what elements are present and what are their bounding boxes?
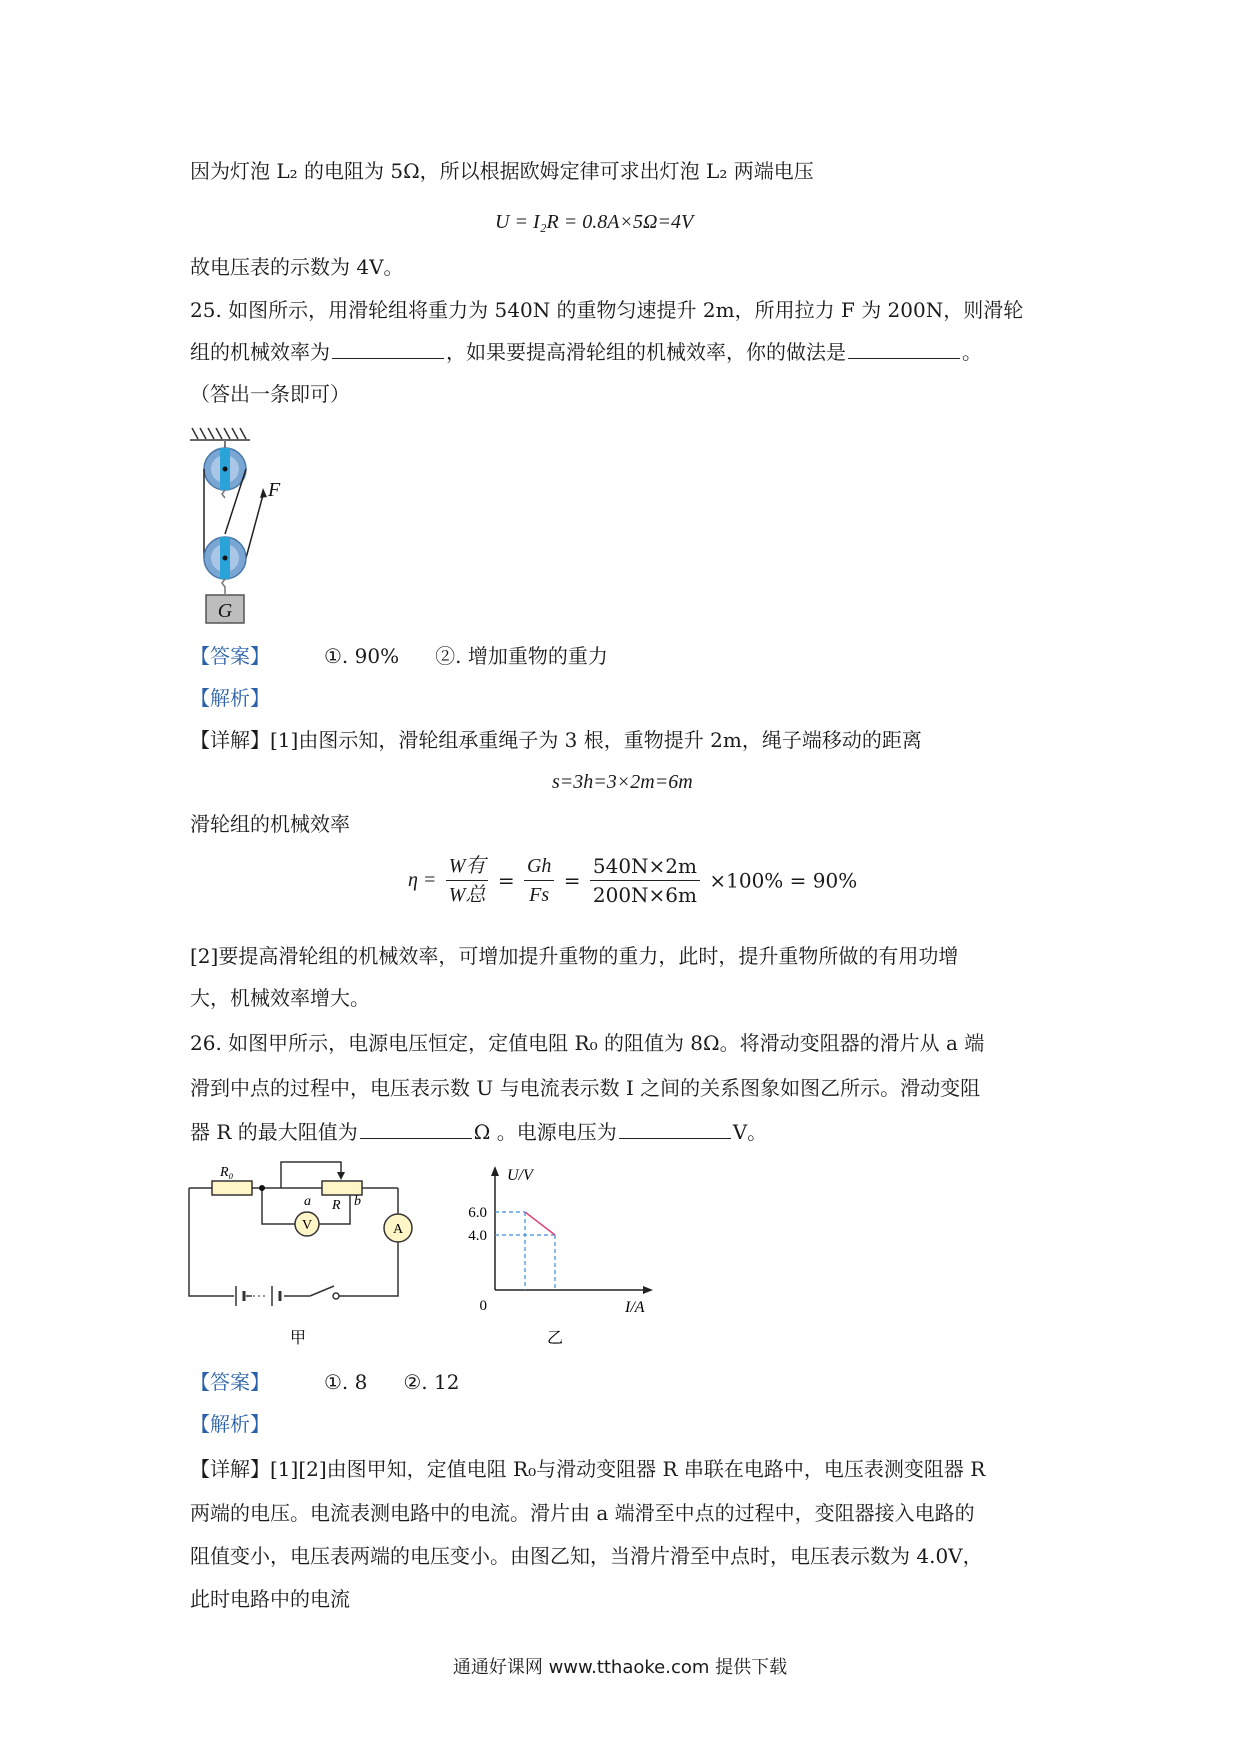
text-line-l2-resistance: 因为灯泡 L₂ 的电阻为 5Ω，所以根据欧姆定律可求出灯泡 L₂ 两端电压 xyxy=(190,159,814,183)
a-label: a xyxy=(304,1194,311,1209)
question-25-text-2: ，如果要提高滑轮组的机械效率，你的做法是 xyxy=(446,340,846,364)
question-26-text-2: Ω 。电源电压为 xyxy=(473,1120,617,1144)
detail-25-line-2: 滑轮组的机械效率 xyxy=(190,812,350,836)
question-26-line-2: 滑到中点的过程中，电压表示数 U 与电流表示数 I 之间的关系图象如图乙所示。滑动变阻 xyxy=(190,1076,981,1100)
efficiency-result: ×100% = 90% xyxy=(709,868,858,893)
battery xyxy=(236,1286,280,1306)
force-arrow-icon xyxy=(260,488,267,498)
x-axis-label: I/A xyxy=(625,1299,645,1316)
question-25-text-3: 。 xyxy=(962,340,982,364)
x-axis-arrow-icon xyxy=(643,1286,653,1294)
question-26-line-1: 26. 如图甲所示，电源电压恒定，定值电阻 R₀ 的阻值为 8Ω。将滑动变阻器的滑片从 a 端 xyxy=(190,1031,985,1055)
detail-25-line-3: [2]要提高滑轮组的机械效率，可增加提升重物的重力，此时，提升重物所做的有用功增 xyxy=(190,944,959,968)
answer-blank-source-voltage xyxy=(619,1118,731,1139)
fraction-work xyxy=(446,852,489,909)
answer-25-part-2: ②. 增加重物的重力 xyxy=(435,644,608,668)
fs-term: Fs xyxy=(529,884,550,906)
equation-voltage: U = I₂R = 0.8A×5Ω=4V xyxy=(495,211,694,233)
detail-25-line-1 xyxy=(190,726,922,754)
switch xyxy=(310,1286,339,1299)
equation-distance: s=3h=3×2m=6m xyxy=(552,771,693,793)
answer-26-part-1: ①. 8 xyxy=(324,1370,368,1394)
gh-term: Gh xyxy=(524,852,554,881)
question-26-line-3 xyxy=(190,1118,767,1146)
text-line-voltmeter-reading: 故电压表的示数为 4V。 xyxy=(190,255,404,279)
detail-25-text-1: [1]由图示知，滑轮组承重绳子为 3 根，重物提升 2m，绳子端移动的距离 xyxy=(270,728,922,752)
detail-26-line-4: 此时电路中的电流 xyxy=(190,1587,350,1611)
force-label: F xyxy=(268,479,281,501)
question-25-text-1: 组的机械效率为 xyxy=(190,340,330,364)
detail-26-line-3: 阻值变小，电压表两端的电压变小。由图乙知，当滑片滑至中点时，电压表示数为 4.0V， xyxy=(190,1544,983,1568)
analysis-tag-26: 【解析】 xyxy=(190,1412,270,1436)
equals-sign-2: = xyxy=(563,868,581,893)
answer-26 xyxy=(190,1368,459,1396)
fraction-gh-fs xyxy=(524,852,554,909)
detail-26-line-2: 两端的电压。电流表测电路中的电流。滑片由 a 端滑至中点的过程中，变阻器接入电路的 xyxy=(190,1501,975,1525)
answer-26-part-2: ②. 12 xyxy=(403,1370,460,1394)
pulley-diagram xyxy=(188,422,281,632)
tick-6: 6.0 xyxy=(468,1205,487,1221)
question-26-text-3: V。 xyxy=(732,1120,768,1144)
ceiling-hatch xyxy=(190,428,250,440)
page-footer: 通通好课网 www.tthaoke.com 提供下载 xyxy=(452,1657,788,1678)
ammeter-label: A xyxy=(392,1222,404,1237)
work-useful: W有 xyxy=(446,852,489,881)
answer-25-part-1: ①. 90% xyxy=(324,644,400,668)
graph-caption: 乙 xyxy=(546,1330,564,1347)
question-25-line-3: （答出一条即可） xyxy=(190,382,350,406)
answer-25 xyxy=(190,642,608,670)
eta-symbol: η = xyxy=(408,869,437,891)
question-26-text-1: 器 R 的最大阻值为 xyxy=(190,1120,358,1144)
fraction-values xyxy=(590,852,700,909)
circuit-diagram xyxy=(186,1158,436,1348)
b-label: b xyxy=(354,1194,361,1209)
tick-4: 4.0 xyxy=(468,1228,487,1244)
r0-label: R₀ xyxy=(220,1165,234,1180)
u-i-curve xyxy=(525,1212,555,1235)
movable-pulley xyxy=(204,537,246,579)
detail-tag: 【详解】 xyxy=(190,728,270,752)
resistor-r0 xyxy=(212,1181,252,1195)
detail-26-line-1 xyxy=(190,1455,985,1483)
origin-label: 0 xyxy=(479,1298,487,1314)
question-25-line-2 xyxy=(190,338,982,366)
y-axis-arrow-icon xyxy=(491,1166,499,1176)
detail-tag-26: 【详解】 xyxy=(190,1457,270,1481)
answer-blank-method xyxy=(848,338,960,359)
answer-blank-efficiency xyxy=(332,338,444,359)
equals-sign-1: = xyxy=(497,868,515,893)
u-i-graph xyxy=(455,1158,665,1348)
answer-blank-max-resistance xyxy=(360,1118,472,1139)
answer-tag-26: 【答案】 xyxy=(190,1370,270,1394)
analysis-tag-25: 【解析】 xyxy=(190,686,270,710)
work-total: W总 xyxy=(448,884,486,906)
question-25-line-1: 25. 如图所示，用滑轮组将重力为 540N 的重物匀速提升 2m，所用拉力 F 为 200N，则滑轮 xyxy=(190,298,1024,322)
weight-label: G xyxy=(217,600,233,622)
equation-efficiency xyxy=(408,852,857,909)
voltmeter-label: V xyxy=(301,1218,313,1233)
answer-tag: 【答案】 xyxy=(190,644,270,668)
detail-25-line-4: 大，机械效率增大。 xyxy=(190,986,370,1010)
r-label: R xyxy=(332,1198,341,1213)
rheostat-r xyxy=(322,1181,362,1195)
value-numerator: 540N×2m xyxy=(590,852,700,881)
slider-arrow-icon xyxy=(337,1172,345,1180)
detail-26-text-1: [1][2]由图甲知，定值电阻 R₀与滑动变阻器 R 串联在电路中，电压表测变阻器 R xyxy=(270,1457,986,1481)
value-denominator: 200N×6m xyxy=(592,883,697,907)
circuit-caption: 甲 xyxy=(289,1330,307,1347)
fixed-pulley xyxy=(204,448,246,490)
y-axis-label: U/V xyxy=(507,1167,533,1184)
